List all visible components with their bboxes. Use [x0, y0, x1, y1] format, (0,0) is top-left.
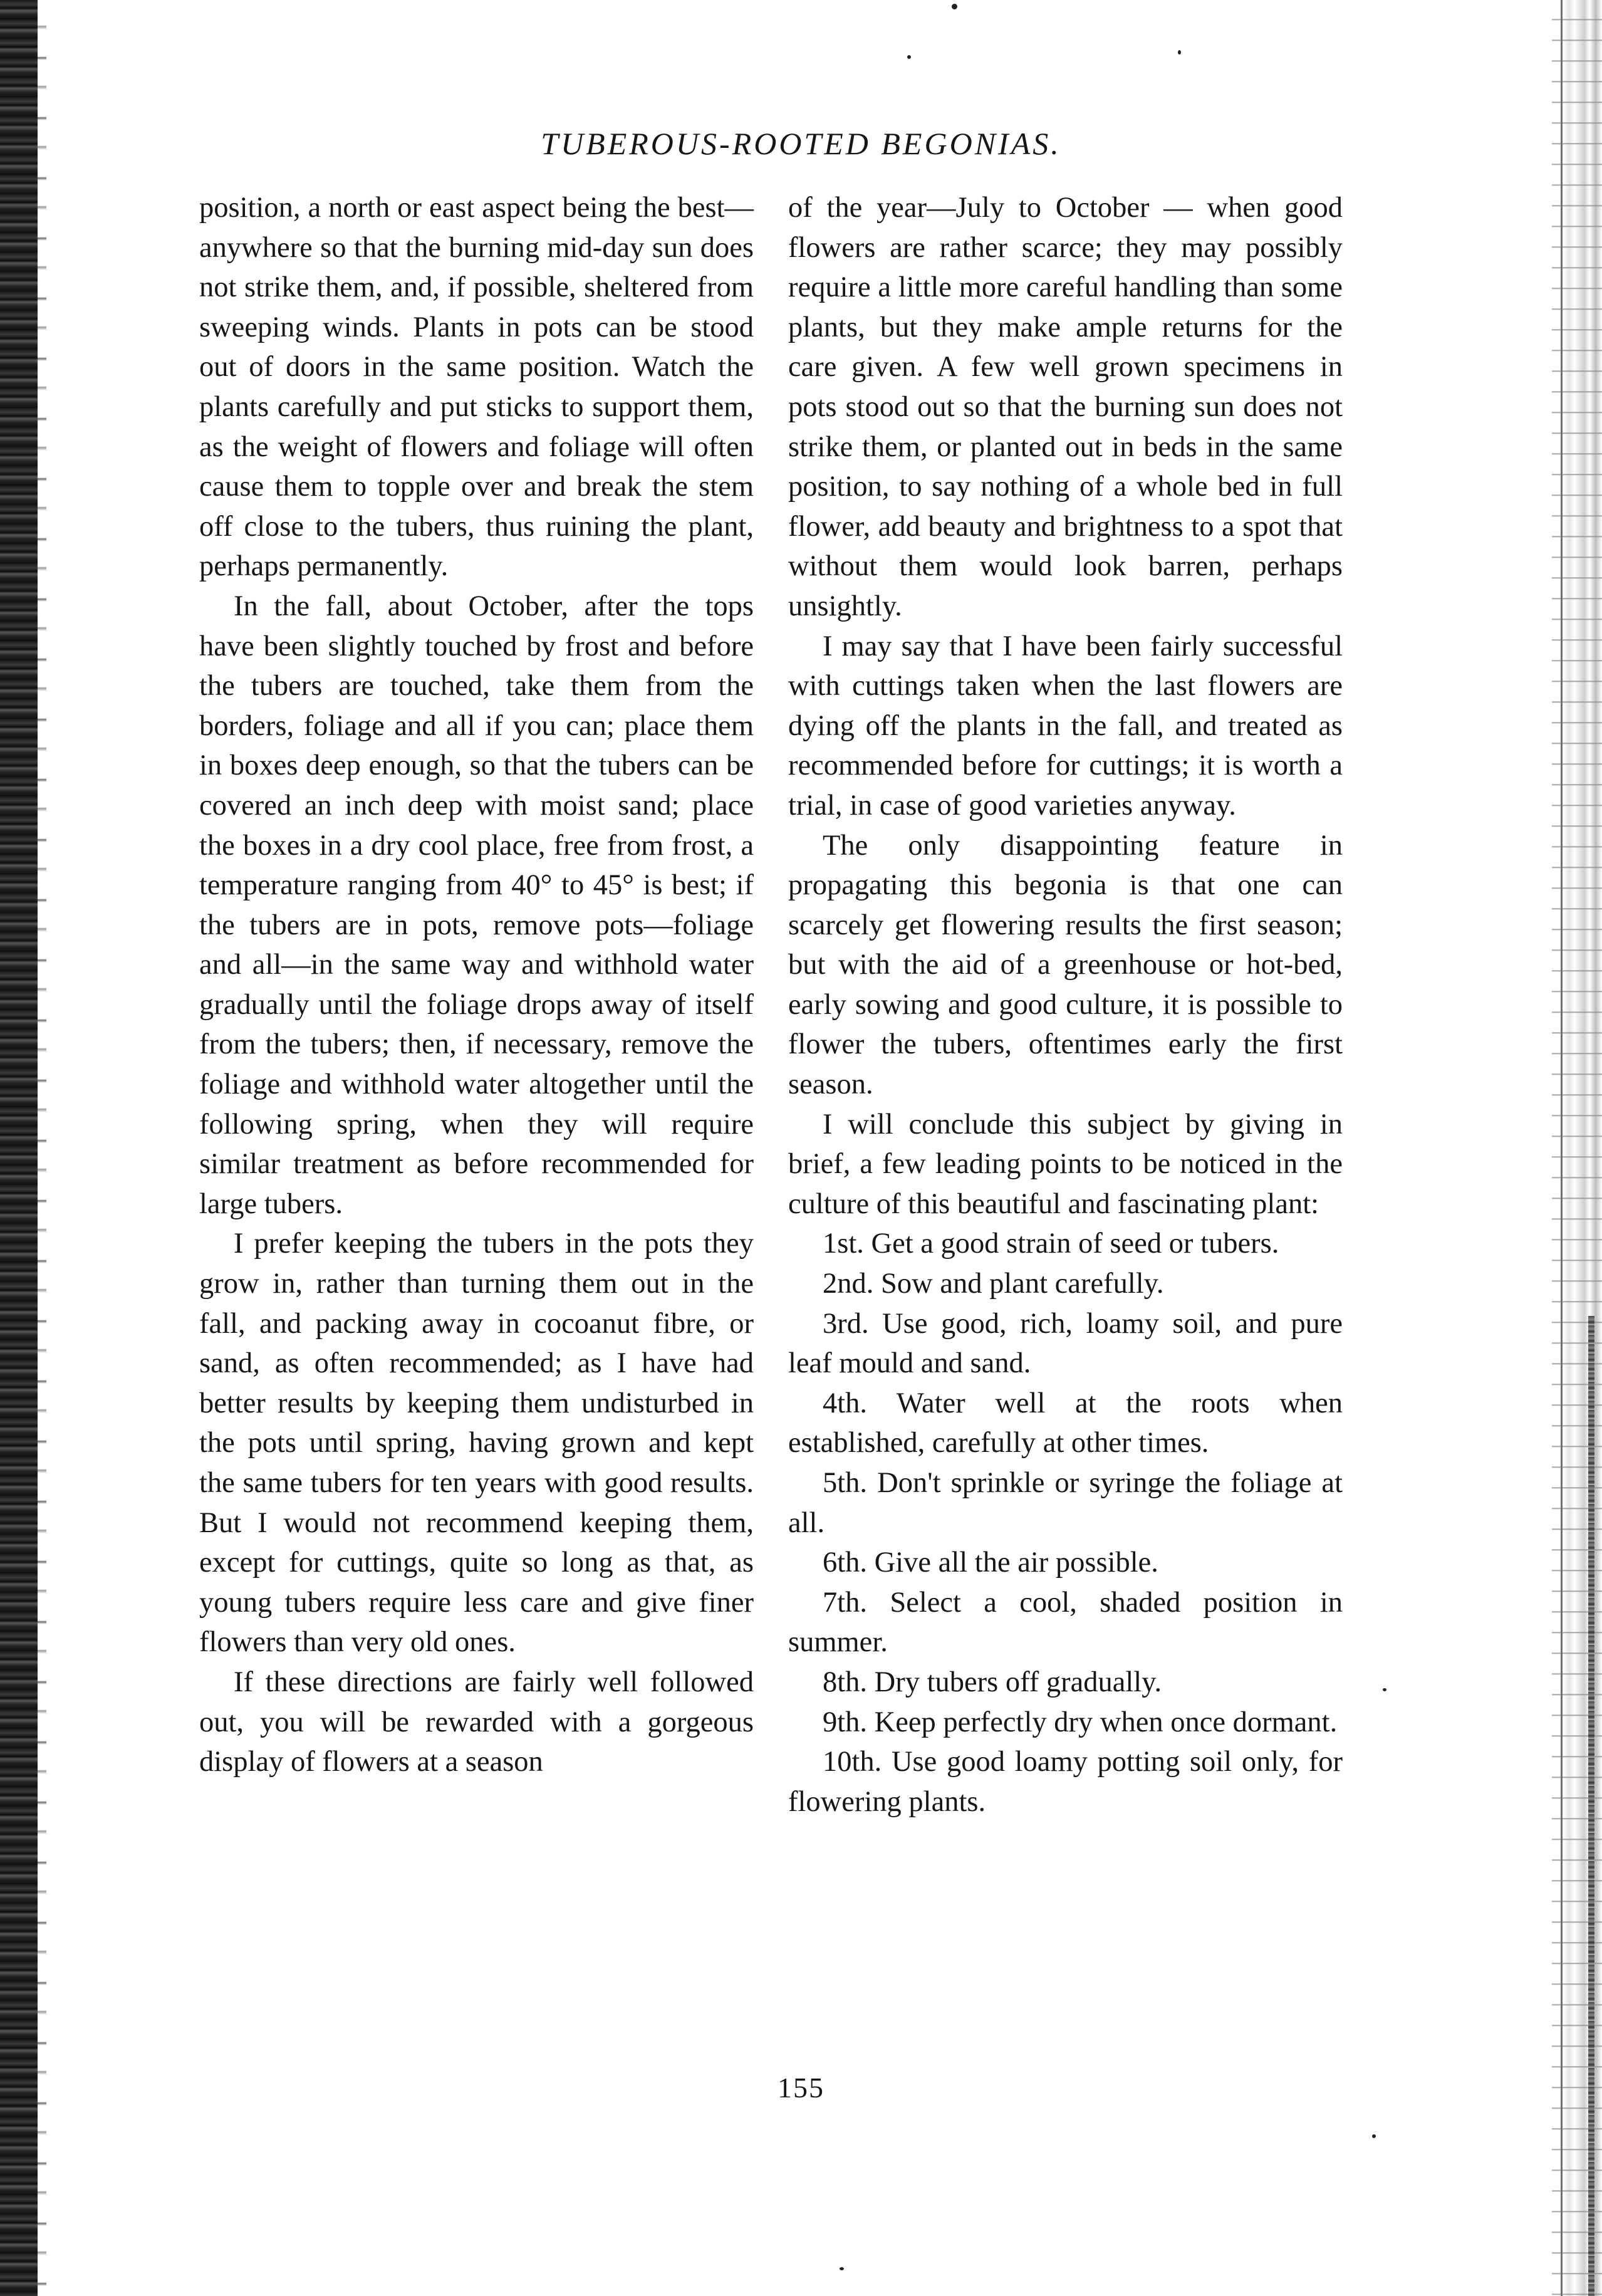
list-item: 8th. Dry tubers off gradually.: [823, 1666, 1162, 1698]
list-item: 3rd. Use good, rich, loamy soil, and pure leaf mould and sand.: [788, 1307, 1343, 1380]
scan-speck: [1178, 50, 1181, 55]
scan-speck: [840, 2267, 844, 2270]
scan-speck: [952, 4, 957, 9]
running-head: TUBEROUS-ROOTED BEGONIAS.: [541, 126, 1061, 161]
paragraph: In the fall, about October, after the tops have been slightly touched by frost and before the tubers are touched, take them from the borders, foliage and all if you can; place them in boxes deep enough, so that the tubers can be covered an inch deep with moist sand; place the boxes in a dry cool place, free from frost, a temperature ranging from 40° to 45° is best; if the tubers are in pots, remove pots—foliage and all—in the same way and withhold water gradually until the foliage drops away of itself from the tubers; then, if necessary, remove the foliage and withhold water altogether until the following spring, when they will require similar treatment as before recommended for large tubers.: [199, 590, 754, 1220]
paragraph: If these directions are fairly well followed out, you will be rewarded with a gorgeous display of flowers at a season: [199, 1666, 754, 1778]
scan-speck: [1383, 1688, 1386, 1691]
paragraph: I prefer keeping the tubers in the pots they grow in, rather than turning them out in the fall, and packing away in cocoanut fibre, or sand, as often recommended; as I have had better results by keeping them undisturbed in the pots until spring, having grown and kept the same tubers for ten years with good results. But I would not recommend keeping them, except for cuttings, quite so long as that, as young tubers require less care and give finer flowers than very old ones.: [199, 1228, 754, 1659]
list-item: 6th. Give all the air possible.: [823, 1547, 1158, 1579]
page-number: 155: [778, 2072, 824, 2104]
text-column-left: [199, 188, 754, 1782]
paragraph: position, a north or east aspect being the best—anywhere so that the burning mid-day sun does not strike them, and, if possible, sheltered from sweeping winds. Plants in pots can be stood out of doors in the same position. Watch the plants carefully and put sticks to support them, as the weight of flowers and foliage will often cause them to topple over and break the stem off close to the tubers, thus ruining the plant, perhaps permanently.: [199, 192, 754, 583]
list-item: 7th. Select a cool, shaded position in summer.: [788, 1586, 1343, 1659]
paragraph: I will conclude this subject by giving in brief, a few leading points to be noticed in the culture of this beautiful and fascinating plant:: [788, 1108, 1343, 1220]
paragraph: The only disappointing feature in propagating this begonia is that one can scarcely get flowering results the first season; but with the aid of a greenhouse or hot-bed, early sowing and good culture, it is possible to flower the tubers, oftentimes early the first season.: [788, 829, 1343, 1101]
list-item: 4th. Water well at the roots when established, carefully at other times.: [788, 1387, 1343, 1459]
scan-edge-noise: [1588, 1316, 1594, 2296]
list-item: 10th. Use good loamy potting soil only, for flowering plants.: [788, 1746, 1343, 1818]
scan-binding-edge: [0, 0, 38, 2296]
scan-edge-line: [1561, 0, 1563, 2296]
list-item: 1st. Get a good strain of seed or tubers.: [823, 1228, 1279, 1260]
scan-right-edge: [1552, 0, 1602, 2296]
paragraph: I may say that I have been fairly successful with cuttings taken when the last flowers are dying off the plants in the fall, and treated as recommended before for cuttings; it is worth a trial, in case of good varieties anyway.: [788, 630, 1343, 822]
list-item: 2nd. Sow and plant carefully.: [823, 1268, 1164, 1300]
text-column-right: [788, 188, 1343, 1822]
list-item: 9th. Keep perfectly dry when once dormant.: [823, 1706, 1338, 1738]
scan-speck: [1372, 2134, 1376, 2138]
list-item: 5th. Don't sprinkle or syringe the foliage at all.: [788, 1467, 1343, 1539]
scan-speck: [907, 55, 911, 59]
paragraph: of the year—July to October — when good flowers are rather scarce; they may possibly require a little more careful handling than some plants, but they make ample returns for the care given. A few well grown specimens in pots stood out so that the burning sun does not strike them, or planted out in beds in the same position, to say nothing of a whole bed in full flower, add beauty and brightness to a spot that without them would look barren, perhaps unsightly.: [788, 192, 1343, 622]
